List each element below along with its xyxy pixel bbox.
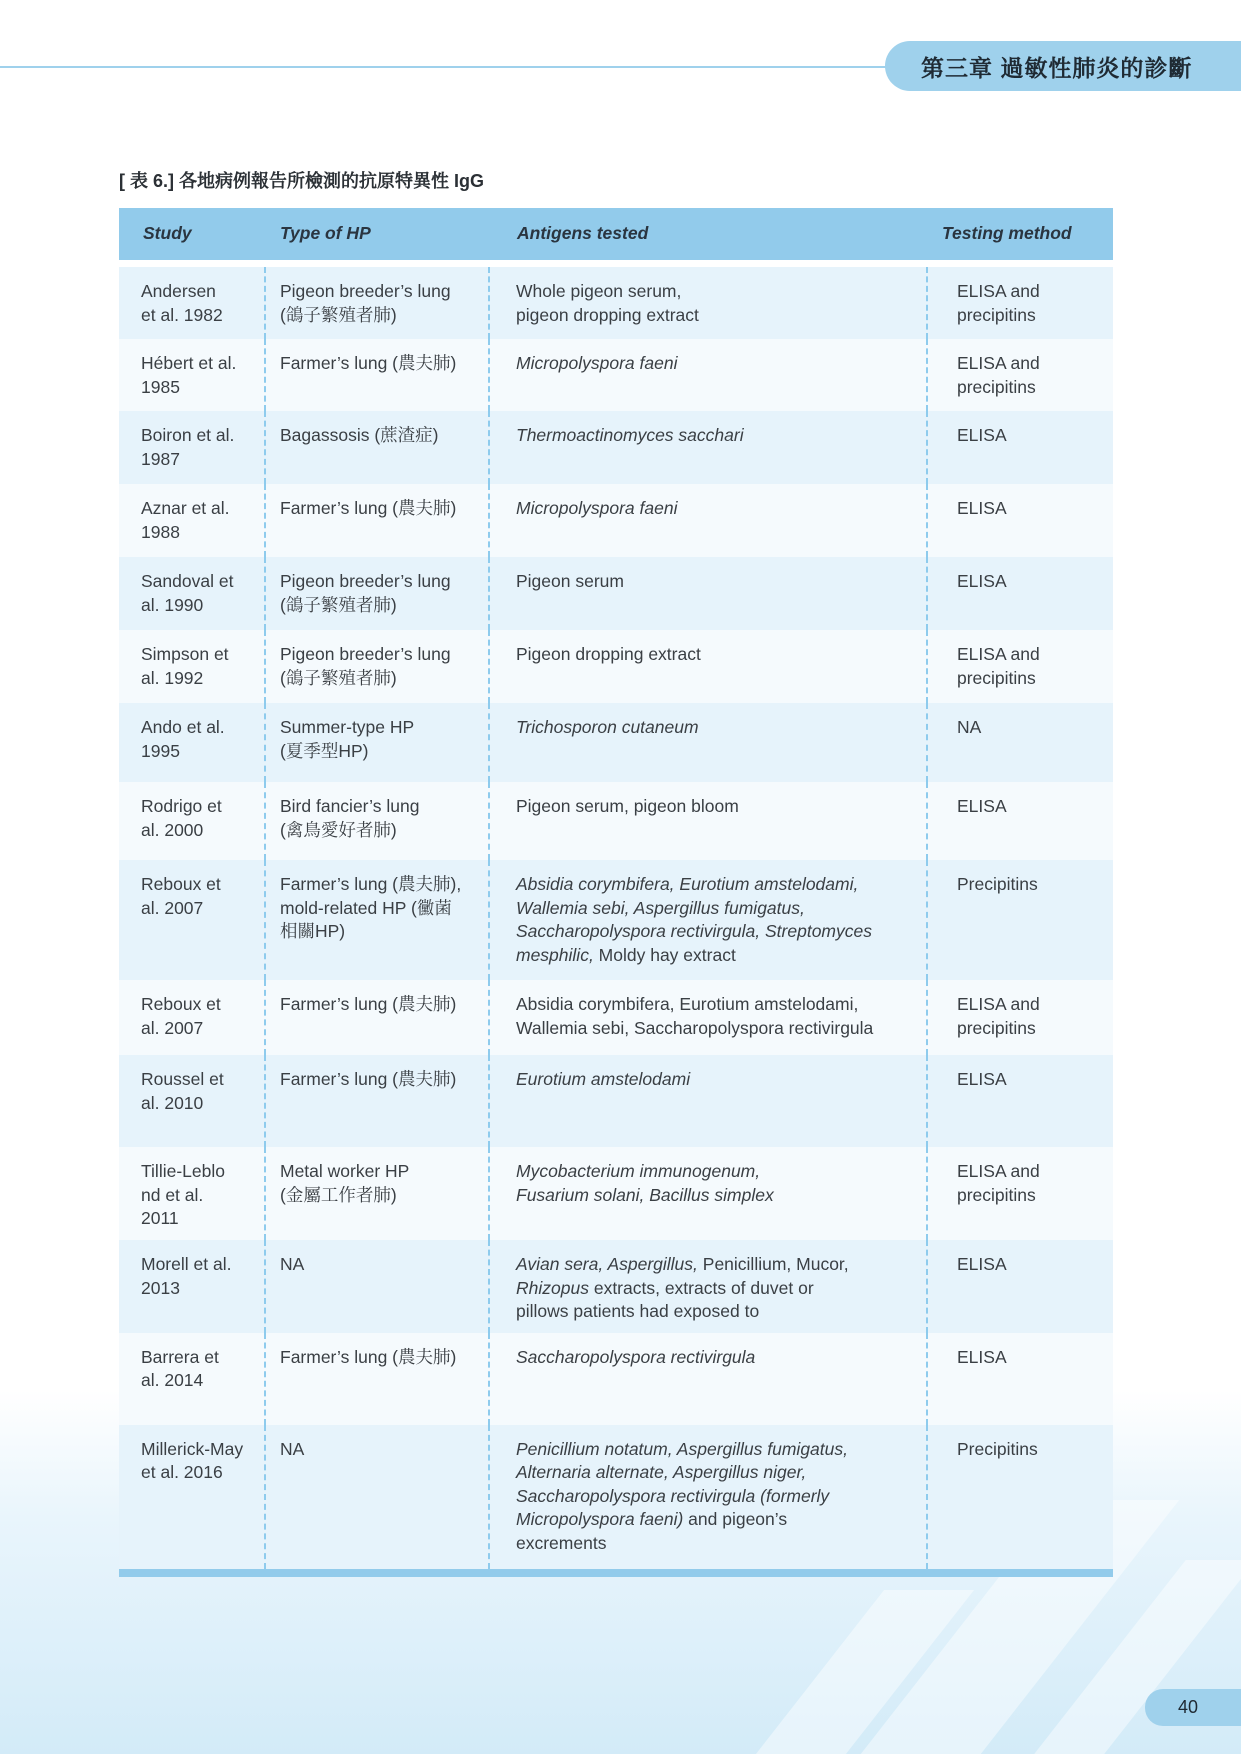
cell-study: Roussel et al. 2010	[119, 1055, 266, 1147]
cell-testing-method: ELISA and precipitins	[928, 267, 1113, 339]
column-header-antigens-tested: Antigens tested	[490, 208, 928, 267]
table-caption: [ 表 6.] 各地病例報告所檢測的抗原特異性 IgG	[119, 171, 484, 191]
page-number: 40	[1145, 1689, 1241, 1726]
cell-type-of-hp: Pigeon breeder’s lung (鴿子繁殖者肺)	[266, 557, 490, 630]
cell-study: Reboux et al. 2007	[119, 980, 266, 1055]
antigen-text: Pigeon serum	[516, 571, 624, 591]
cell-study: Millerick-May et al. 2016	[119, 1425, 266, 1569]
table-row	[119, 1240, 1113, 1333]
cell-type-of-hp: Bird fancier’s lung (禽鳥愛好者肺)	[266, 782, 490, 860]
antigen-text: Thermoactinomyces sacchari	[516, 425, 744, 445]
cell-study: Barrera et al. 2014	[119, 1333, 266, 1425]
cell-testing-method: ELISA and precipitins	[928, 339, 1113, 411]
cell-testing-method: ELISA	[928, 484, 1113, 557]
cell-study: Simpson et al. 1992	[119, 630, 266, 703]
table-row	[119, 630, 1113, 703]
cell-testing-method: ELISA	[928, 782, 1113, 860]
antigen-text: Penicillium, Mucor,	[697, 1254, 849, 1274]
table-row	[119, 484, 1113, 557]
cell-type-of-hp: Farmer’s lung (農夫肺), mold-related HP (黴菌 相關HP)	[266, 860, 490, 980]
table-row	[119, 980, 1113, 1055]
antigen-text: Rhizopus	[516, 1277, 589, 1298]
table-row	[119, 703, 1113, 782]
cell-antigens-tested	[490, 782, 928, 860]
cell-antigens-tested	[490, 484, 928, 557]
table-row	[119, 1147, 1113, 1240]
cell-type-of-hp: Farmer’s lung (農夫肺)	[266, 1055, 490, 1147]
cell-antigens-tested	[490, 703, 928, 782]
table-row	[119, 339, 1113, 411]
cell-testing-method: ELISA and precipitins	[928, 980, 1113, 1055]
antigen-text: Avian sera, Aspergillus,	[516, 1254, 698, 1274]
antigen-text: Pigeon serum, pigeon bloom	[516, 796, 739, 816]
cell-testing-method: Precipitins	[928, 860, 1113, 980]
cell-study: Aznar et al. 1988	[119, 484, 266, 557]
antigen-text: Micropolyspora faeni	[516, 353, 678, 373]
table-row	[119, 1425, 1113, 1569]
antigen-text: Absidia corymbifera, Eurotium amstelodami, Wallemia sebi, Saccharopolyspora rectivirgula	[516, 994, 874, 1038]
cell-type-of-hp: Metal worker HP (金屬工作者肺)	[266, 1147, 490, 1240]
cell-study: Ando et al. 1995	[119, 703, 266, 782]
table-row	[119, 1055, 1113, 1147]
table-row	[119, 411, 1113, 484]
cell-antigens-tested	[490, 1147, 928, 1240]
cell-testing-method: ELISA and precipitins	[928, 630, 1113, 703]
cell-testing-method: NA	[928, 703, 1113, 782]
cell-type-of-hp: Farmer’s lung (農夫肺)	[266, 1333, 490, 1425]
header-rule	[0, 66, 900, 68]
table-row	[119, 782, 1113, 860]
antigen-igg-table	[119, 208, 1113, 1577]
cell-testing-method: ELISA and precipitins	[928, 1147, 1113, 1240]
antigen-text: Moldy hay extract	[593, 944, 736, 965]
cell-antigens-tested	[490, 1333, 928, 1425]
cell-type-of-hp: Pigeon breeder’s lung (鴿子繁殖者肺)	[266, 267, 490, 339]
cell-type-of-hp: Farmer’s lung (農夫肺)	[266, 980, 490, 1055]
cell-study: Tillie-Leblo nd et al. 2011	[119, 1147, 266, 1240]
table-row	[119, 267, 1113, 339]
cell-type-of-hp: NA	[266, 1240, 490, 1333]
cell-antigens-tested	[490, 557, 928, 630]
cell-type-of-hp: Bagassosis (蔗渣症)	[266, 411, 490, 484]
antigen-text: Saccharopolyspora rectivirgula	[516, 1346, 756, 1367]
table-row	[119, 860, 1113, 980]
table-row	[119, 557, 1113, 630]
cell-type-of-hp: Summer-type HP (夏季型HP)	[266, 703, 490, 782]
cell-antigens-tested	[490, 1425, 928, 1569]
antigen-text: extracts, extracts of duvet or pillows patients had exposed to	[516, 1277, 814, 1321]
antigen-text: Eurotium amstelodami	[516, 1069, 691, 1089]
cell-study: Hébert et al. 1985	[119, 339, 266, 411]
cell-antigens-tested	[490, 980, 928, 1055]
column-header-type-of-hp: Type of HP	[266, 208, 490, 267]
cell-type-of-hp: NA	[266, 1425, 490, 1569]
antigen-text: Whole pigeon serum, pigeon dropping extract	[516, 281, 699, 325]
antigen-text: Penicillium notatum, Aspergillus fumigatus, Alternaria alternate, Aspergillus niger, Saccharopolyspora rectivirgula (formerly Micropolyspora faeni)	[516, 1438, 848, 1529]
cell-antigens-tested	[490, 267, 928, 339]
column-header-testing-method: Testing method	[928, 208, 1113, 267]
antigen-text: Mycobacterium immunogenum, Fusarium solani, Bacillus simplex	[516, 1161, 774, 1205]
antigen-text: and pigeon’s excrements	[516, 1509, 788, 1553]
cell-testing-method: ELISA	[928, 1055, 1113, 1147]
antigen-text: Pigeon dropping extract	[516, 644, 701, 664]
table-row	[119, 1333, 1113, 1425]
cell-antigens-tested	[490, 1240, 928, 1333]
cell-type-of-hp: Farmer’s lung (農夫肺)	[266, 484, 490, 557]
cell-testing-method: ELISA	[928, 557, 1113, 630]
cell-type-of-hp: Farmer’s lung (農夫肺)	[266, 339, 490, 411]
antigen-text: Micropolyspora faeni	[516, 498, 678, 518]
column-header-study: Study	[119, 208, 266, 267]
cell-antigens-tested	[490, 339, 928, 411]
cell-testing-method: ELISA	[928, 1333, 1113, 1425]
cell-study: Morell et al. 2013	[119, 1240, 266, 1333]
table-header-row	[119, 208, 1113, 267]
cell-study: Boiron et al. 1987	[119, 411, 266, 484]
cell-study: Sandoval et al. 1990	[119, 557, 266, 630]
cell-study: Rodrigo et al. 2000	[119, 782, 266, 860]
antigen-text: Trichosporon cutaneum	[516, 717, 699, 737]
cell-antigens-tested	[490, 1055, 928, 1147]
antigen-text: Absidia corymbifera, Eurotium amstelodami, Wallemia sebi, Aspergillus fumigatus, Saccharopolyspora rectivirgula, Streptomyces mesphilic,	[516, 874, 872, 965]
cell-antigens-tested	[490, 630, 928, 703]
table-bottom-rule	[119, 1569, 1113, 1577]
cell-antigens-tested	[490, 411, 928, 484]
cell-type-of-hp: Pigeon breeder’s lung (鴿子繁殖者肺)	[266, 630, 490, 703]
cell-testing-method: ELISA	[928, 1240, 1113, 1333]
cell-testing-method: ELISA	[928, 411, 1113, 484]
chapter-title: 第三章 過敏性肺炎的診斷	[885, 41, 1241, 91]
cell-study: Reboux et al. 2007	[119, 860, 266, 980]
cell-study: Andersen et al. 1982	[119, 267, 266, 339]
cell-antigens-tested	[490, 860, 928, 980]
cell-testing-method: Precipitins	[928, 1425, 1113, 1569]
